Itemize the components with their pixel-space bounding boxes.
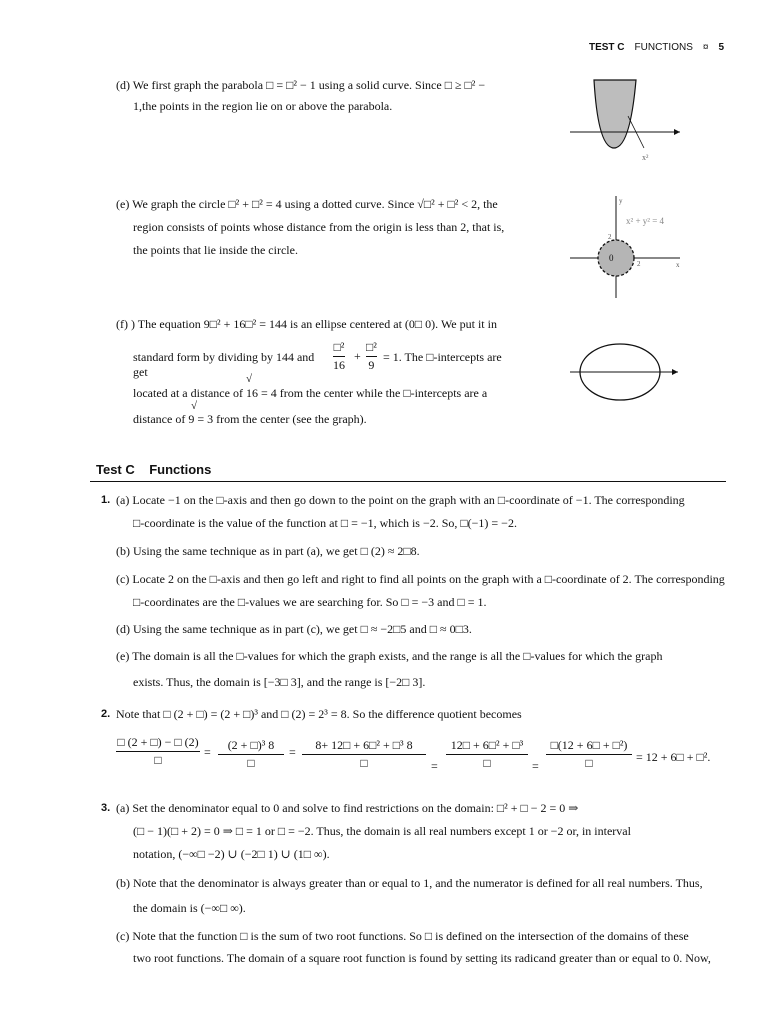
difference-quotient-fraction bbox=[116, 735, 200, 768]
q3-a-line-1: (a) Set the denominator equal to 0 and solve to find restrictions on the domain: □² + □ − 2 = 0 ⇒ bbox=[116, 801, 579, 815]
part-f-line-2b: get bbox=[133, 365, 148, 379]
x-axis-arrow-icon bbox=[674, 129, 680, 135]
header-mark: ¤ bbox=[702, 42, 709, 53]
part-e-line-2: region consists of points whose distance from the origin is less than 2, that is, bbox=[133, 220, 505, 234]
q3-a-line-2: (□ − 1)(□ + 2) = 0 ⇒ □ = 1 or □ = −2. Thus, the domain is all real numbers except 1 or −2 or, in interval bbox=[133, 824, 631, 838]
part-d-line-2: 1,the points in the region lie on or above the parabola. bbox=[133, 99, 393, 113]
factored-fraction bbox=[546, 738, 632, 771]
q3-b-line-2: the domain is (−∞□ ∞). bbox=[133, 901, 246, 915]
ellipse-fraction-y bbox=[366, 340, 377, 373]
ellipse-fraction-x bbox=[333, 340, 345, 373]
expansion-fraction-3 bbox=[446, 738, 528, 771]
q1-d: (d) Using the same technique as in part (c), we get □ ≈ −2□5 and □ ≈ 0□3. bbox=[116, 622, 472, 636]
fraction-denominator: □ bbox=[247, 756, 255, 770]
fraction-numerator: □(12 + 6□ + □²) bbox=[550, 738, 628, 752]
fraction-denominator: 16 bbox=[333, 358, 345, 372]
dotted-circle bbox=[598, 240, 634, 276]
sqrt-sign-9: √ bbox=[191, 400, 198, 412]
q2-intro: Note that □ (2 + □) = (2 + □)³ and □ (2) = 2³ = 8. So the difference quotient becomes bbox=[116, 707, 522, 721]
header-section: TEST C bbox=[588, 42, 625, 53]
equals-sign: = bbox=[204, 745, 211, 759]
y-tick-label: 2 bbox=[608, 233, 612, 241]
circle-equation-label: x² + y² = 4 bbox=[626, 216, 665, 226]
q2-result: = 12 + 6□ + □². bbox=[636, 750, 711, 764]
fraction-denominator: □ bbox=[585, 756, 593, 770]
parabola-shaded-region bbox=[594, 80, 636, 148]
equals-sign: = bbox=[289, 745, 296, 759]
fraction-numerator: □ (2 + □) − □ (2) bbox=[117, 735, 199, 749]
question-2-number: 2. bbox=[101, 708, 111, 720]
plus-sign: + bbox=[354, 349, 361, 363]
expansion-fraction-1 bbox=[218, 738, 284, 771]
part-f-line-3: located at a distance of 16 = 4 from the center while the □-intercepts are a bbox=[133, 386, 488, 400]
fraction-numerator: 12□ + 6□² + □³ bbox=[450, 738, 524, 752]
fraction-numerator: (2 + □)³ 8 bbox=[227, 738, 275, 752]
section-rule bbox=[90, 481, 726, 482]
running-header bbox=[589, 42, 724, 53]
fraction-denominator: □ bbox=[483, 756, 491, 770]
header-title: FUNCTIONS bbox=[634, 42, 693, 53]
part-e-line-1: (e) We graph the circle □² + □² = 4 using a dotted curve. Since √□² + □² < 2, the bbox=[116, 197, 498, 211]
question-3-number: 3. bbox=[101, 802, 111, 814]
q1-e-line-2: exists. Thus, the domain is [−3□ 3], and the range is [−2□ 3]. bbox=[133, 675, 426, 689]
q3-c-line-2: two root functions. The domain of a square root function is found by setting its radicand greater than or equal to 0. Now, bbox=[133, 951, 711, 965]
x-axis-label: x bbox=[676, 261, 680, 269]
fraction-numerator: □² bbox=[366, 340, 377, 354]
q1-a-line-1: (a) Locate −1 on the □-axis and then go down to the point on the graph with an □-coordinate of −1. The corresponding bbox=[116, 493, 685, 507]
fraction-denominator: 9 bbox=[368, 358, 375, 372]
fraction-numerator: □² bbox=[333, 340, 345, 354]
expansion-fraction-2 bbox=[302, 738, 426, 771]
part-e-line-3: the points that lie inside the circle. bbox=[133, 243, 298, 257]
q1-a-line-2: □-coordinate is the value of the function at □ = −1, which is −2. So, □(−1) = −2. bbox=[133, 516, 517, 530]
part-f-line-4: distance of 9 = 3 from the center (see the graph). bbox=[133, 412, 367, 426]
parabola-graph bbox=[566, 78, 686, 168]
q1-c-line-2: □-coordinates are the □-values we are searching for. So □ = −3 and □ = 1. bbox=[133, 595, 487, 609]
equals-sign: = bbox=[431, 759, 438, 773]
q3-c-line-1: (c) Note that the function □ is the sum of two root functions. So □ is defined on the intersection of the domains of these bbox=[116, 929, 689, 943]
sqrt-sign-16: √ bbox=[246, 373, 253, 385]
fraction-denominator: □ bbox=[154, 753, 162, 767]
equals-sign: = bbox=[532, 759, 539, 773]
x-tick-label: 2 bbox=[637, 260, 641, 268]
q3-b-line-1: (b) Note that the denominator is always greater than or equal to 1, and the numerator is defined for all real numbers. Thus, bbox=[116, 876, 703, 890]
x-axis-arrow-icon bbox=[672, 369, 678, 375]
question-1-number: 1. bbox=[101, 494, 111, 506]
part-f-line-2c: = 1. The □-intercepts are bbox=[383, 350, 502, 364]
circle-graph bbox=[566, 190, 686, 302]
page-number: 5 bbox=[718, 42, 724, 53]
part-f-line-1: (f) ) The equation 9□² + 16□² = 144 is an ellipse centered at (0□ 0). We put it in bbox=[116, 317, 497, 331]
fraction-numerator: 8+ 12□ + 6□² + □³ 8 bbox=[315, 738, 413, 752]
q1-e-line-1: (e) The domain is all the □-values for which the graph exists, and the range is all the □-values for which the graph bbox=[116, 649, 663, 663]
parabola-label: x² bbox=[642, 153, 649, 162]
q1-c-line-1: (c) Locate 2 on the □-axis and then go left and right to find all points on the graph with a □-coordinate of 2. The corresponding bbox=[116, 572, 725, 586]
part-f-line-2a: standard form by dividing by 144 and bbox=[133, 350, 315, 364]
section-heading: Test C Functions bbox=[96, 462, 212, 477]
fraction-denominator: □ bbox=[360, 756, 368, 770]
q3-a-line-3: notation, (−∞□ −2) ∪ (−2□ 1) ∪ (1□ ∞). bbox=[133, 847, 330, 861]
q1-b: (b) Using the same technique as in part (a), we get □ (2) ≈ 2□8. bbox=[116, 544, 420, 558]
part-d-line-1: (d) We first graph the parabola □ = □² − 1 using a solid curve. Since □ ≥ □² − bbox=[116, 78, 486, 92]
origin-label: 0 bbox=[609, 253, 614, 263]
ellipse-graph bbox=[566, 332, 686, 412]
y-axis-label: y bbox=[619, 197, 623, 205]
